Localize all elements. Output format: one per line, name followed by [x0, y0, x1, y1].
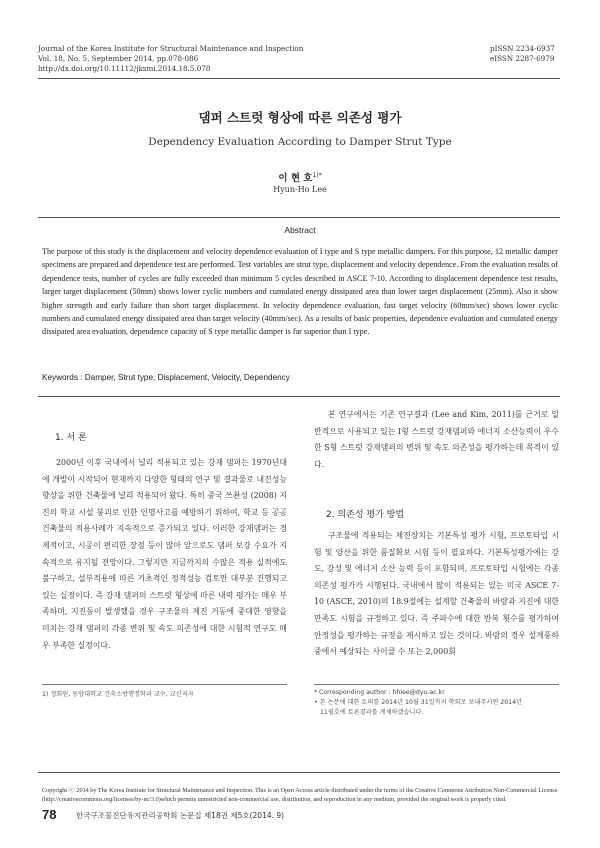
copyright-notice: Copyright ⓒ 2014 by The Korea Institute for Structural Maintenance and Inspection. This is an Open Access article distributed under the terms of the Creative Commons Attribution Non-Commercial License (http://creativecommons.org/licenses/by-nc/3.0)which permits unrestricted non-commercial use, distribution, and reproduction in any medium, provided the original work is properly cited.: [42, 787, 558, 803]
copyright-rule: [38, 772, 560, 773]
header-rule: [38, 78, 560, 79]
journal-header: [38, 44, 368, 74]
author-korean: [0, 170, 600, 184]
doi-link[interactable]: http://dx.doi.org/10.11112/jksmi.2014.18.5.078: [38, 64, 211, 73]
abstract-top-rule: [38, 217, 560, 218]
section-1-title: 1. 서 론: [55, 433, 87, 443]
discussion-note-1: • 본 논문에 대한 토의를 2014년 10월 31일까지 학회로 보내주시면 2014년: [314, 699, 523, 706]
abstract-bottom-rule: [38, 396, 560, 397]
abstract-text: The purpose of this study is the displacement and velocity dependence evaluation of I type and S type metallic dampers. For this purpose, 12 metallic damper specimens are prepared and dependence test are performed. Test variables are strut type, displacement and velocity dependence. From the evaluation results of dependence tests, number of cycles are fully exceeded than minimum 5 cycles described in ASCE 7-10. According to displacement dependence test results, larger target displacement (50mm) shows lower cyclic numbers and cumulated energy dissipated area than lower target displacement (25mm). Also it show higher strength and early failure than short target displacement. In velocity dependence evaluation, fast target velocity (60mm/sec) shows lower cyclic numbers and cumulated energy dissipated area than target velocity (40mm/sec). As a results of basic properties, dependence evaluation and cumulated energy dissipated area evaluation, dependence capacity of S type metallic damper is far superior than I type.: [42, 247, 558, 337]
title-english: Dependency Evaluation According to Damper Strut Type: [148, 136, 452, 148]
journal-footer: 한국구조물진단유지관리공학회 논문집 제18권 제5호(2014. 9): [76, 811, 285, 820]
footnote-right: [314, 688, 559, 718]
footnote-left: 1) 정회원, 동양대학교 건축소방행정학과 교수, 교신저자: [42, 691, 194, 698]
eissn: eISSN 2287-6979: [490, 54, 555, 63]
abstract-heading: Abstract: [284, 225, 316, 235]
author-english: Hyun-Ho Lee: [273, 185, 327, 194]
discussion-note-2: 11월호에 토론결과를 게재하겠습니다.: [320, 709, 424, 716]
footnote-rule-right: [314, 684, 559, 685]
keywords: Keywords : Damper, Strut type, Displacement, Velocity, Dependency: [42, 373, 290, 382]
footnote-rule-left: [42, 684, 287, 685]
intro-paragraph: 본 연구에서는 기존 연구결과 (Lee and Kim, 2011)를 근거로 일반적으로 사용되고 있는 I형 스트럿 강재댐퍼와 에너지 소산능력이 우수한 S형 스트럿 강재댐퍼의 변위 및 속도 의존성을 평가하는데 목적이 있다.: [314, 410, 559, 469]
section-2-title: 2. 의존성 평가 방법: [326, 510, 405, 520]
author-mark: 1)*: [312, 171, 322, 179]
author-name-ko: 이 현 호: [278, 173, 313, 184]
section-2-body: 구조물에 적용되는 제진장치는 기본특성 평가 시험, 프로토타입 시험 및 양산을 위한 품질확보 시험 등이 필요하다. 기본특성평가에는 강도, 강성 및 에너지 소산 능력 등이 포함되며, 프로토타입 시험에는 각종 의존성 평가가 시행된다. 국내에서 많이 적용되는 있는 미국 ASCE 7-10 (ASCE, 2010)의 18.9절에는 설계할 건축물의 바람과 지진에 대한 만족도 시험을 규정하고 있다. 즉 주파수에 대한 반복 횟수를 평가하여 안정성을 평가하는 규정을 제시하고 있는 것이다. 바람의 경우 설계풍하중에서 예상되는 사이클 수 또는 2,000회: [314, 531, 559, 657]
corresponding-author: * Corresponding author : hhlee@dyu.ac.kr: [314, 689, 445, 696]
issn-block: [490, 44, 558, 64]
volume-info: Vol. 18, No. 5, September 2014, pp.078-086: [38, 54, 199, 63]
title-korean: 댐퍼 스트럿 형상에 따른 의존성 평가: [198, 110, 402, 125]
page-number: 78: [42, 807, 57, 822]
pissn: pISSN 2234-6937: [490, 44, 555, 53]
journal-name: Journal of the Korea Institute for Structural Maintenance and Inspection: [38, 44, 304, 53]
section-1-body: 2000년 이후 국내에서 널리 적용되고 있는 강재 댐퍼는 1970년대에 개발이 시작되어 현재까지 다양한 형태의 연구 및 결과물로 내진성능 향상을 위한 건축물에 널리 적용되어 왔다. 특히 중국 쓰촨성 (2008) 지진의 학교 시설 붕괴로 인한 인명사고를 예방하기 위하여, 학교 등 공공건축물의 적용사례가 지속적으로 증가되고 있다. 이러한 강재댐퍼는 경제적이고, 시공이 편리한 장점 등이 많아 앞으로도 댐퍼 보강 수요가 지속적으로 유지될 전망이다. 그렇지만 지금까지의 수많은 적용 실적에도 불구하고, 설부적용에 따른 기초적인 정적성능 검토만 대부분 진행되고 있는 실정이다. 즉 강재 댐퍼의 스트럿 형상에 따른 내력 평가는 매우 부족하며, 지진동이 발생했을 경우 구조물의 제진 거동에 중대한 영향을 미치는 강재 댐퍼의 각종 변위 및 속도 의존성에 대한 시험적 연구도 매우 부족한 실정이다.: [42, 458, 287, 650]
